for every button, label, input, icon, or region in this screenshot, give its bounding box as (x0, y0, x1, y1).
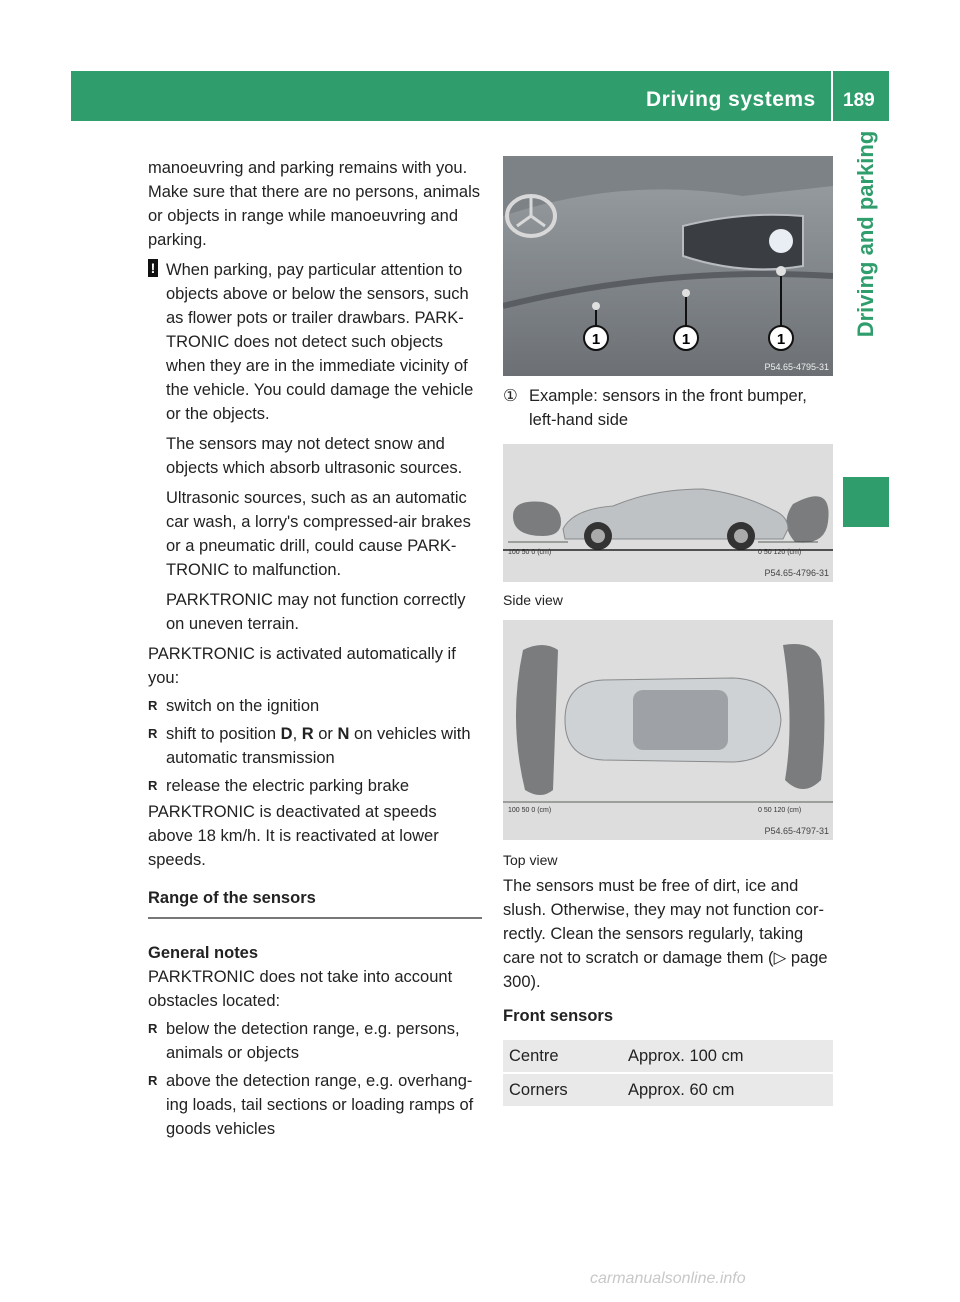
bullet-icon: R (148, 698, 158, 713)
photo-code: P54.65-4796-31 (764, 568, 829, 578)
front-sensors-title: Front sensors (503, 1007, 614, 1025)
intro-paragraph: manoeuvring and parking remains with you. Make sure that there are no persons, animals or objects in range while manoeuvring and parking. (148, 159, 481, 249)
bullet-icon: R (148, 1073, 158, 1088)
list-item-text: above the detection range, e.g. overhang-ing loads, tail sections or loading ramps of goods vehicles (166, 1072, 474, 1138)
page-number: 189 (843, 90, 875, 111)
caption-text: Example: sensors in the front bumper, left-hand side (529, 387, 807, 429)
gear-r: R (301, 725, 314, 743)
side-view-illustration (503, 444, 833, 582)
table-cell-range: Approx. 60 cm (622, 1074, 833, 1106)
gear-n: N (337, 725, 350, 743)
photo1-caption (503, 384, 835, 432)
right-column (503, 156, 835, 1108)
warning-text-4: PARKTRONIC may not function correctly on uneven terrain. (166, 591, 466, 633)
list-item-text: or (313, 725, 338, 743)
list-item-text: shift to position (166, 725, 281, 743)
scale-right-label: 0 50 120 (cm) (758, 807, 802, 814)
photo2-caption: Side view (503, 592, 563, 608)
cleaning-text: The sensors must be free of dirt, ice and slush. Otherwise, they may not function cor-rectly. Clean the sensors regularly, taking care not to scratch or damage them (503, 877, 824, 967)
sensor-range-table (503, 1038, 833, 1108)
front-bumper-photo (503, 156, 833, 376)
subsection-title: General notes (148, 944, 259, 962)
warning-text-1: When parking, pay particular attention to objects above or below the sensors, such as flower pots or trailer drawbars. PARK-TRONIC does not detect such objects when they are in the immediate vicinity of the vehicle. You could damage the vehicle or the objects. (166, 261, 474, 423)
side-view-diagram (503, 444, 833, 582)
table-row (503, 1074, 833, 1106)
page-ref-arrow-icon: ▷ (773, 949, 787, 967)
warning-text-3: Ultrasonic sources, such as an automatic car wash, a lorry's compressed-air brakes or a pneumatic drill, could cause PARK-TRONIC to malfunction. (166, 489, 471, 579)
photo-code: P54.65-4795-31 (764, 362, 829, 372)
list-item-text: , (292, 725, 302, 743)
callout-label: 1 (776, 331, 786, 348)
photo3-caption: Top view (503, 852, 558, 868)
list-item-text: below the detection range, e.g. persons, animals or objects (166, 1020, 460, 1062)
activation-paragraph: PARKTRONIC is activated automatically if you: (148, 645, 456, 687)
scale-left-label: 100 50 0 (cm) (508, 807, 552, 814)
warning-text-2: The sensors may not detect snow and objects which absorb ultrasonic sources. (166, 435, 463, 477)
list-item-text: release the electric parking brake (166, 777, 410, 795)
table-cell-range: Approx. 100 cm (622, 1040, 833, 1072)
chapter-marker (843, 477, 889, 527)
list-item-text: switch on the ignition (166, 697, 320, 715)
table-row (503, 1040, 833, 1072)
scale-right-label: 0 50 120 (cm) (758, 549, 802, 556)
scale-left-label: 100 50 0 (cm) (508, 549, 552, 556)
warning-block (148, 258, 482, 636)
chapter-side-label: Driving and parking (853, 130, 878, 338)
section-title: Range of the sensors (148, 886, 482, 919)
top-view-illustration (503, 620, 833, 840)
cleaning-paragraph: The sensors must be free of dirt, ice and slush. Otherwise, they may not function cor-rectly. Clean the sensors regularly, taking care not to scratch or damage them (▷ page 300). (503, 877, 828, 991)
list-item (148, 774, 482, 798)
callout-label: 1 (681, 331, 691, 348)
general-paragraph: PARKTRONIC does not take into account obstacles located: (148, 968, 453, 1010)
header-divider (831, 71, 833, 121)
page-reference-link[interactable]: page 300 (503, 949, 828, 991)
front-bumper-illustration (503, 156, 833, 376)
list-item (148, 1069, 482, 1141)
top-view-diagram (503, 620, 833, 840)
table-cell-zone: Corners (503, 1074, 622, 1106)
warning-icon: ! (148, 259, 158, 277)
photo-code: P54.65-4797-31 (764, 826, 829, 836)
bullet-icon: R (148, 1021, 158, 1036)
callout-label: 1 (591, 331, 601, 348)
bullet-icon: R (148, 778, 158, 793)
bullet-icon: R (148, 726, 158, 741)
section-header-title: Driving systems (646, 88, 816, 111)
deactivation-paragraph: PARKTRONIC is deactivated at speeds above 18 km/h. It is reactivated at lower speeds. (148, 803, 439, 869)
callout-1-icon: ① (503, 387, 518, 405)
list-item-text: on vehicles with automatic transmission (166, 725, 471, 767)
footer-watermark: carmanualsonline.info (590, 1270, 746, 1287)
list-item (148, 694, 482, 718)
table-cell-zone: Centre (503, 1040, 622, 1072)
left-column (148, 156, 482, 1141)
list-item (148, 722, 482, 770)
gear-d: D (280, 725, 293, 743)
list-item (148, 1017, 482, 1065)
